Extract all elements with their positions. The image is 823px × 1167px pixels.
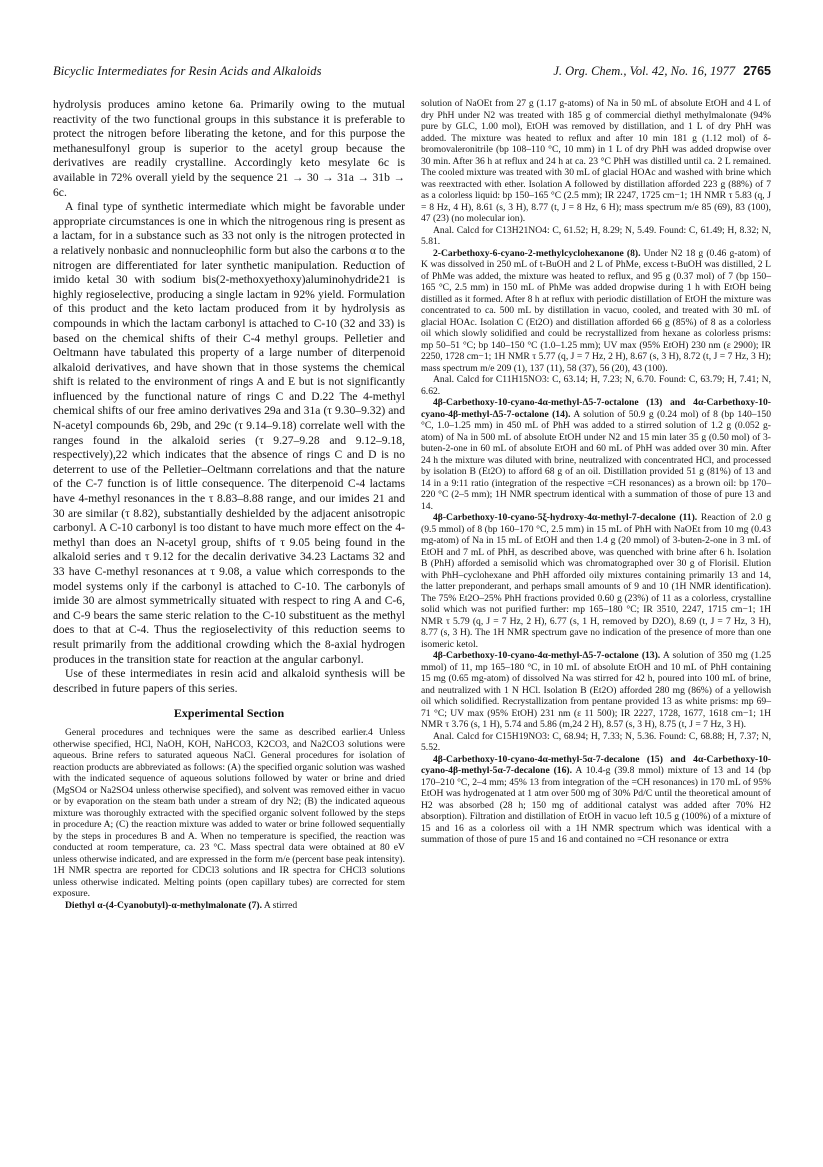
experimental-entry: [421, 248, 771, 375]
section-heading: Experimental Section: [173, 706, 285, 721]
body-paragraph: Use of these intermediates in resin acid and alkaloid synthesis will be described in future papers of this series.: [53, 667, 405, 695]
entry-text: A stirred: [263, 899, 298, 911]
experimental-entry: [421, 374, 771, 397]
experimental-entry: [421, 731, 771, 754]
body-paragraph: hydrolysis produces amino ketone 6a. Primarily owing to the mutual reactivity of the two functional groups in this substance it is preferable to protect the nitrogen before liberating the ketone, and for this purpose the methanesulfonyl group is superior to the acetyl group because the derivatives are readily crystalline. Accordingly keto mesylate 6c is available in 72% overall yield by the sequence 21 → 30 → 31a → 31b → 6c.: [53, 98, 405, 199]
journal-name: J. Org. Chem., Vol. 42, No. 16, 1977: [553, 64, 736, 78]
body-paragraph: A final type of synthetic intermediate which might be favorable under appropriate circumstances is one in which the nitrogenous ring is present as a lactam, for in a substance such as 33 not only is the nitrogen protected in a relatively nonbasic and nonnucleophilic form but also the carbons α to the nitrogen are differentiated for later synthetic manipulation. Reduction of imido ketal 30 with sodium bis(2-methoxyethoxy)aluminohydride21 is highly regioselective, producing a single lactam in 92% yield. Formulation of this product and the keto lactam produced from it by hydrolysis as compounds in which the lactam carbonyl is attached to C-10 (32 and 33) is based on the chemical shifts of their C-4 methyl groups. Pelletier and Oeltmann have tabulated this property of a large number of diterpenoid alkaloid derivatives, and have shown that in those systems the chemical shift is related to the environment of rings A and E but is not significantly influenced by the functional nature of rings C and D.22 The 4-methyl chemical shifts of our free amino derivatives 29a and 31a (τ 9.30–9.32) and N-acetyl compounds 6b, 29b, and 29c (τ 9.14–9.18) correlate well with the ranges found in the alkaloid series (τ 9.27–9.28 and 9.12–9.18, respectively),22 which indicates that the absence of rings C and D is no deterrent to use of the Pelletier–Oeltmann correlations and that the nature of the C-7 function is of little consequence. The diterpenoid C-4 lactams have 4-methyl resonances in the τ 8.83–8.88 range, and our imides 21 and 30 are similar (τ 8.82), substantially deshielded by the adjacent anisotropic carbonyl. A C-10 carbonyl is too distant to have much more effect on the 4-methyl than does an N-acetyl group, shifts of τ 9.05 being found in the alkaloid series and τ 9.12 for the decalin derivative 34.23 Lactams 32 and 33 have C-methyl resonances at τ 9.08, a value which corresponds to the model systems only if the carbonyl is attached to C-10. The carbonyls of imide 30 are almost symmetrically situated with respect to ring A and C-6, and C-9 bears the same steric relation to the C-10 substituent as the methyl does to that at C-4. Thus the regioselectivity of this reduction seems to result primarily from the additional crowding which the 8-axial hydrogen produces in the transition state for reaction at the angular carbonyl.: [53, 200, 405, 666]
page-number: 2765: [743, 64, 771, 78]
entry-text: solution of NaOEt from 27 g (1.17 g-atoms) of Na in 50 mL of absolute EtOH and 4 L of dry PhH under N2 was treated with 185 g of commercial diethyl methylmalonate (94% pure by GLC, 1.00 mol), EtOH was removed by distillation, and 1 L of dry PhH was added. The mixture was heated to reflux and after 10 min 181 g (1.12 mol) of δ-bromovaleronitrile (bp 108–110 °C, 10 mm) in 1 L of dry PhH was added dropwise over 30 min. After 36 h at reflux and 24 h at ca. 23 °C PhH was distilled until ca. 2 L remained. The cooled mixture was treated with 30 mL of glacial HOAc and washed with brine which was reextracted with ether. Isolation A followed by distillation afforded 223 g (88%) of 7 as a colorless liquid: bp 150–165 °C (2.5 mm); IR 2247, 1725 cm−1; 1H NMR τ 5.83 (q, J = 8 Hz, 4 H), 8.61 (s, 3 H), 8.77 (t, J = 8 Hz, 6 H); mass spectrum m/e 85 (69), 83 (100), 47 (23) (no molecular ion).: [421, 98, 771, 224]
experimental-paragraph: General procedures and techniques were the same as described earlier.4 Unless otherwise specified, HCl, NaOH, KOH, NaHCO3, K2CO3, and Na2CO3 solutions were aqueous. Brine refers to saturated aqueous NaCl. General procedures for isolation of reaction products are abbreviated as follows: (A) the specified organic solution was washed with the indicated sequence of aqueous solutions followed by water or brine and dried (MgSO4 or Na2SO4 unless otherwise specified), and solvent was removed either in vacuo or by evaporation on the steam bath under a stream of dry N2; (B) the indicated aqueous mixture was thoroughly extracted with the specified organic solvent followed by the steps in procedure A; (C) the reaction mixture was added to water or brine followed sequentially by the steps in procedures B and A. When no temperature is specified, the reaction was conducted at room temperature, ca. 23 °C. Mass spectral data were obtained at 80 eV unless otherwise indicated, and are expressed in the form m/e (percent base peak intensity). 1H NMR spectra are reported for CDCl3 solutions and IR spectra for CHCl3 solutions unless otherwise indicated. Melting points (open capillary tubes) are corrected for stem exposure.: [53, 727, 405, 900]
entry-text: Under N2 18 g (0.46 g-atom) of K was dissolved in 250 mL of t-BuOH and 2 L of PhMe, excess t-BuOH was distilled, 2 L of PhMe was added, the mixture was heated to reflux, and 95 g (0.37 mol) of 7 (bp 150–165 °C, 2.5 mm) in 150 mL of PhMe was added dropwise during 1 h with EtOH being distilled as it formed. After 8 h at reflux with periodic distillation of EtOH the mixture was concentrated to ca. 500 mL by distillation in vacuo, cooled, and treated with 30 mL of glacial HOAc. Isolation C (Et2O) and distillation afforded 66 g (85%) of 8 as a colorless oil which slowly solidified and could be recrystallized from hexane as colorless prisms: mp 50–51 °C; bp 140–150 °C (1.0–1.25 mm); UV max (95% EtOH) 230 nm (ε 2900); IR 2250, 1728 cm−1; 1H NMR τ 5.77 (q, J = 7 Hz, 2 H), 8.67 (s, 3 H), 8.72 (t, J = 7 Hz, 3 H); mass spectrum m/e 209 (1), 137 (11), 58 (37), 56 (20), 43 (100).: [421, 247, 771, 374]
experimental-entry: [421, 98, 771, 225]
experimental-entry: [421, 650, 771, 731]
running-title: Bicyclic Intermediates for Resin Acids and Alkaloids: [53, 64, 322, 78]
page-header: [53, 64, 771, 80]
experimental-entry: [421, 397, 771, 512]
experimental-entry: [53, 900, 405, 912]
left-column: [53, 98, 405, 911]
entry-title: 4β-Carbethoxy-10-cyano-5ξ-hydroxy-4α-methyl-7-decalone (11).: [433, 512, 698, 523]
entry-title: 4β-Carbethoxy-10-cyano-4α-methyl-Δ5-7-octalone (13) and 4α-Carbethoxy-10-cyano-4β-methyl-Δ5-7-octalone (14).: [421, 397, 771, 420]
entry-title: 4β-Carbethoxy-10-cyano-4α-methyl-Δ5-7-octalone (13).: [433, 650, 661, 661]
entry-text: A solution of 50.9 g (0.24 mol) of 8 (bp 140–150 °C, 1.0–1.25 mm) in 450 mL of PhH was added to a stirred solution of 1.2 g (0.052 g-atom) of Na in 500 mL of absolute EtOH under N2 and 15 min later 35 g (0.50 mol) of 3-buten-2-one in 60 mL of absolute EtOH and 60 mL of PhH was added over 30 min. After 24 h the mixture was diluted with brine, neutralized with concentrated HCl, and processed by isolation B (Et2O) to afford 68 g of an oil. Distillation provided 51 g (81%) of 13 and 14 in a 9:11 ratio (integration of the respective =CH resonances) as a brown oil: bp 170–220 °C (2–5 mm); 1H NMR spectrum identical with a summation of those of pure 13 and 14.: [421, 408, 771, 512]
entry-text: Reaction of 2.0 g (9.5 mmol) of 8 (bp 160–170 °C, 2.5 mm) in 15 mL of PhH with NaOEt from 10 mg (0.43 mg-atom) of Na in 15 mL of EtOH and then 1.4 g (20 mmol) of 3-buten-2-one in 3 mL of EtOH and 7 mL of PhH, as described above, was quenched with brine after 6 h. Isolation B (PhH) afforded a semisolid which was chromatographed over 30 g of Florisil. Elution with PhH–cyclohexane and PhH afforded oily mixtures containing primarily 13 and 14, the latter preponderant, and perhaps small amounts of 9 and 10 (1H NMR identification). The 75% Et2O–25% PhH fractions provided 0.60 g (23%) of 11 as a colorless, crystalline solid which was not purified further: mp 165–180 °C; IR 3510, 2247, 1715 cm−1; 1H NMR τ 5.79 (q, J = 7 Hz, 2 H), 6.77 (s, 1 H, removed by D2O), 8.69 (t, J = 7 Hz, 3 H), 8.77 (s, 3 H). The 1H NMR spectrum gave no indication of the presence of more than one isomeric ketol.: [421, 512, 771, 650]
entry-title: 2-Carbethoxy-6-cyano-2-methylcyclohexanone (8).: [433, 247, 641, 259]
experimental-entry: [421, 512, 771, 650]
entry-text: A solution of 350 mg (1.25 mmol) of 11, mp 165–180 °C, in 10 mL of absolute EtOH and 10 mL of PhH containing 15 mg (0.65 mg-atom) of dissolved Na was stirred for 42 h, poured into 100 mL of brine, and neutralized with 1 N HCl. Isolation B (Et2O) afforded 280 mg (86%) of a yellowish oil which solidified. Recrystallization from pentane provided 13 as white prisms: mp 69–71 °C; UV max (95% EtOH) 231 nm (ε 11 500); IR 2227, 1728, 1677, 1618 cm−1; 1H NMR τ 3.76 (s, 1 H), 5.74 and 5.86 (m,24 2 H), 8.57 (s, 3 H), 8.75 (t, J = 7 Hz, 3 H).: [421, 650, 771, 730]
entry-title: Diethyl α-(4-Cyanobutyl)-α-methylmalonate (7).: [65, 899, 262, 911]
entry-text: Anal. Calcd for C15H19NO3: C, 68.94; H, 7.33; N, 5.36. Found: C, 68.88; H, 7.37; N, 5.52.: [421, 730, 771, 753]
entry-title: 4β-Carbethoxy-10-cyano-4α-methyl-5α-7-decalone (15) and 4α-Carbethoxy-10-cyano-4β-methyl-5α-7-decalone (16).: [421, 753, 771, 776]
right-column: [421, 98, 771, 846]
experimental-entry: [421, 225, 771, 248]
entry-text: A 10.4-g (39.8 mmol) mixture of 13 and 14 (bp 170–210 °C, 2–4 mm; 45% 13 from integration of the =CH resonances) in 170 mL of 95% EtOH was hydrogenated at 1 atm over 500 mg of 30% Pd/C until the theoretical amount of H2 was absorbed (28 h; 150 mg of additional catalyst was added after 70% H2 absorption). Filtration and distillation of EtOH in vacuo left 10.5 g (100%) of a mixture of 15 and 16 as a colorless oil with a 1H NMR spectrum which was identical with a summation of those of pure 15 and 16 and contained no =CH resonance or extra: [421, 765, 771, 845]
journal-citation: [553, 64, 771, 79]
entry-text: Anal. Calcd for C13H21NO4: C, 61.52; H, 8.29; N, 5.49. Found: C, 61.49; H, 8.32; N, 5.81.: [421, 224, 771, 247]
entry-text: Anal. Calcd for C11H15NO3: C, 63.14; H, 7.23; N, 6.70. Found: C, 63.79; H, 7.41; N, 6.62.: [421, 374, 771, 397]
experimental-entry: [421, 754, 771, 846]
